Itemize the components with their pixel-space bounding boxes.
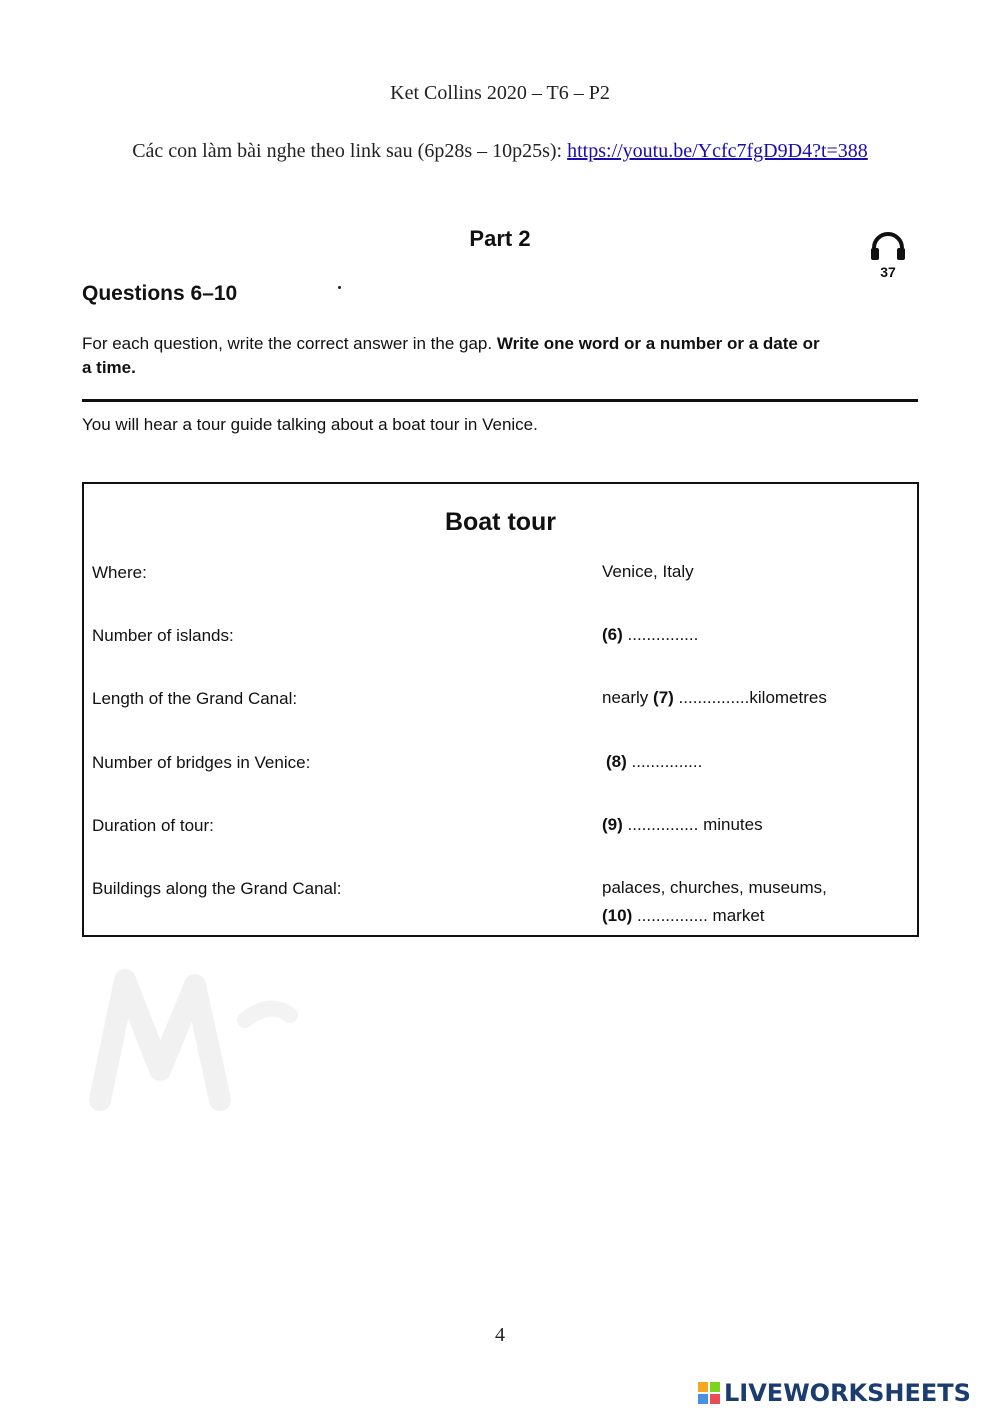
value-suffix: minutes xyxy=(698,815,763,834)
brand-name: LIVEWORKSHEETS xyxy=(724,1379,971,1407)
questions-heading: Questions 6–10 xyxy=(82,282,238,305)
gap-dots: ............... xyxy=(626,752,703,771)
youtube-link[interactable]: https://youtu.be/Ycfc7fgD9D4?t=388 xyxy=(567,140,868,162)
audio-track-number: 37 xyxy=(880,264,896,280)
answer-gap-8[interactable] xyxy=(606,748,702,776)
gap-dots: ............... xyxy=(673,688,750,707)
brand-mark xyxy=(698,1378,971,1408)
gap-dots: ............... xyxy=(622,625,699,644)
question-number: (6) xyxy=(602,625,623,644)
watermark-graphic xyxy=(80,960,380,1140)
row-value-buildings xyxy=(602,874,827,930)
row-label-duration: Duration of tour: xyxy=(92,816,214,835)
divider xyxy=(82,399,918,402)
task-instruction xyxy=(82,332,902,380)
question-number: (9) xyxy=(602,815,623,834)
value-suffix: kilometres xyxy=(749,688,827,707)
answer-gap-10[interactable] xyxy=(602,902,827,930)
question-number: (10) xyxy=(602,906,633,925)
row-label-where: Where: xyxy=(92,563,147,582)
notes-form xyxy=(82,482,919,937)
part-title: Part 2 xyxy=(469,226,531,251)
value-prefix: nearly xyxy=(602,688,654,707)
row-label-islands: Number of islands: xyxy=(92,626,234,645)
answer-gap-9[interactable] xyxy=(602,811,763,839)
stray-dot xyxy=(338,286,341,289)
gap-dots: ............... xyxy=(632,906,708,925)
gap-dots: ............... xyxy=(622,815,699,834)
audio-track-badge xyxy=(866,228,910,284)
row-label-bridges: Number of bridges in Venice: xyxy=(92,753,311,772)
document-title: Ket Collins 2020 – T6 – P2 xyxy=(390,82,610,104)
context-sentence: You will hear a tour guide talking about a boat tour in Venice. xyxy=(82,415,538,434)
page-number: 4 xyxy=(495,1324,505,1346)
instruction-bold: Write one word or a number or a date or xyxy=(496,334,820,353)
row-label-buildings: Buildings along the Grand Canal: xyxy=(92,879,342,898)
instruction-bold-cont: a time. xyxy=(82,358,136,377)
listening-instruction xyxy=(0,140,1000,163)
question-number: (7) xyxy=(653,688,674,707)
instruction-plain: For each question, write the correct answer in the gap. xyxy=(82,334,497,353)
answer-gap-6[interactable] xyxy=(602,621,698,649)
buildings-list: palaces, churches, museums, xyxy=(602,878,827,897)
question-number: (8) xyxy=(606,752,627,771)
row-value-where: Venice, Italy xyxy=(602,562,694,581)
headphones-icon xyxy=(866,228,910,264)
row-label-canal-length: Length of the Grand Canal: xyxy=(92,689,298,708)
instruction-text: Các con làm bài nghe theo link sau (6p28s – 10p25s): xyxy=(132,140,568,162)
value-suffix: market xyxy=(707,906,765,925)
liveworksheets-logo-icon xyxy=(698,1382,720,1404)
answer-gap-7[interactable] xyxy=(602,684,827,712)
form-title: Boat tour xyxy=(444,508,557,536)
